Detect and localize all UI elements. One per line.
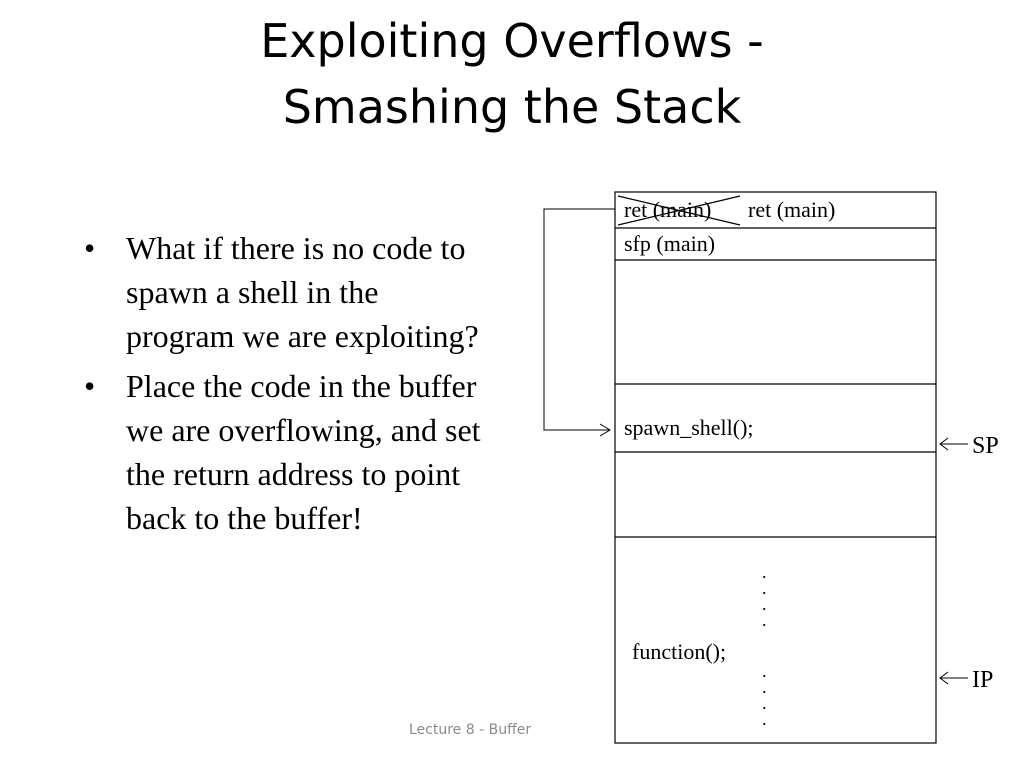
old-ret-label: ret (main) bbox=[624, 197, 712, 222]
dots-below: . bbox=[762, 677, 767, 697]
dots-above: . bbox=[762, 594, 767, 614]
shell-code-label: spawn_shell(); bbox=[624, 415, 754, 440]
bullet-list bbox=[84, 226, 494, 546]
slide-footer: Lecture 8 - Buffer bbox=[409, 722, 532, 738]
bullet-marker: • bbox=[84, 368, 96, 404]
stack-diagram bbox=[530, 180, 1020, 755]
new-ret-label: ret (main) bbox=[748, 197, 836, 222]
dots-above: . bbox=[762, 578, 767, 598]
dots-below: . bbox=[762, 693, 767, 713]
title-line-1: Exploiting Overflows - bbox=[260, 14, 764, 68]
bullet-text-2: Place the code in the buffer we are overflowing, and set the return address to point back to the buffer! bbox=[126, 368, 481, 536]
dots-above: . bbox=[762, 562, 767, 582]
function-label: function(); bbox=[632, 639, 727, 664]
dots-above: . bbox=[762, 610, 767, 630]
bullet-marker: • bbox=[84, 230, 96, 266]
bullet-item bbox=[84, 226, 494, 358]
ip-label: IP bbox=[972, 667, 994, 693]
sp-label: SP bbox=[972, 433, 999, 459]
dots-below: . bbox=[762, 661, 767, 681]
slide-title bbox=[0, 8, 1024, 140]
return-pointer-arrow bbox=[544, 209, 615, 430]
dots-below: . bbox=[762, 709, 767, 729]
bullet-item bbox=[84, 364, 494, 540]
bullet-text-1: What if there is no code to spawn a shell in the program we are exploiting? bbox=[126, 230, 479, 354]
title-line-2: Smashing the Stack bbox=[282, 80, 742, 134]
sfp-label: sfp (main) bbox=[624, 231, 716, 256]
